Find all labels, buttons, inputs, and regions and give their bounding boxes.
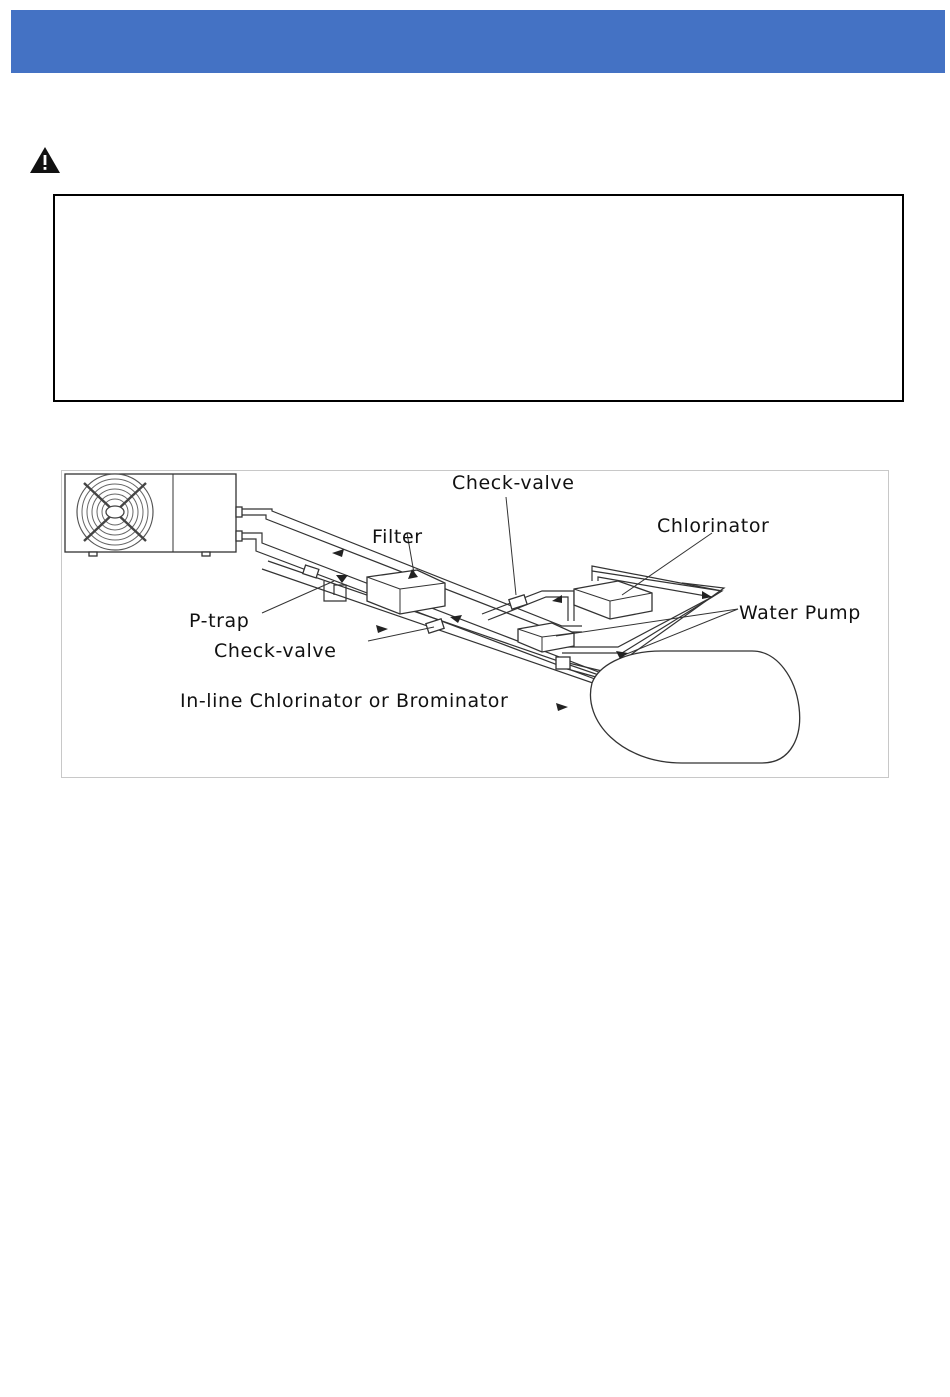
water-pump-label: Water Pump	[739, 602, 861, 624]
filter-label: Filter	[372, 526, 423, 548]
warning-triangle-icon	[29, 146, 61, 174]
water-pump-box	[518, 623, 574, 652]
check-valve-top-label: Check-valve	[452, 472, 575, 494]
chlorinator-label: Chlorinator	[657, 515, 770, 537]
chlorinator-box	[574, 581, 652, 619]
p-trap-label: P-trap	[189, 610, 250, 632]
fan-grille-icon	[77, 474, 153, 550]
notice-box	[53, 194, 904, 402]
pool-outline	[590, 651, 799, 763]
header-bar	[11, 10, 945, 73]
check-valve-bottom-label: Check-valve	[214, 640, 337, 662]
plumbing-diagram	[61, 470, 889, 778]
filter-box	[367, 570, 445, 614]
inline-chlorinator-box	[556, 657, 570, 669]
inline-chlorinator-label: In-line Chlorinator or Brominator	[180, 690, 509, 712]
check-valve-upper	[509, 595, 527, 609]
